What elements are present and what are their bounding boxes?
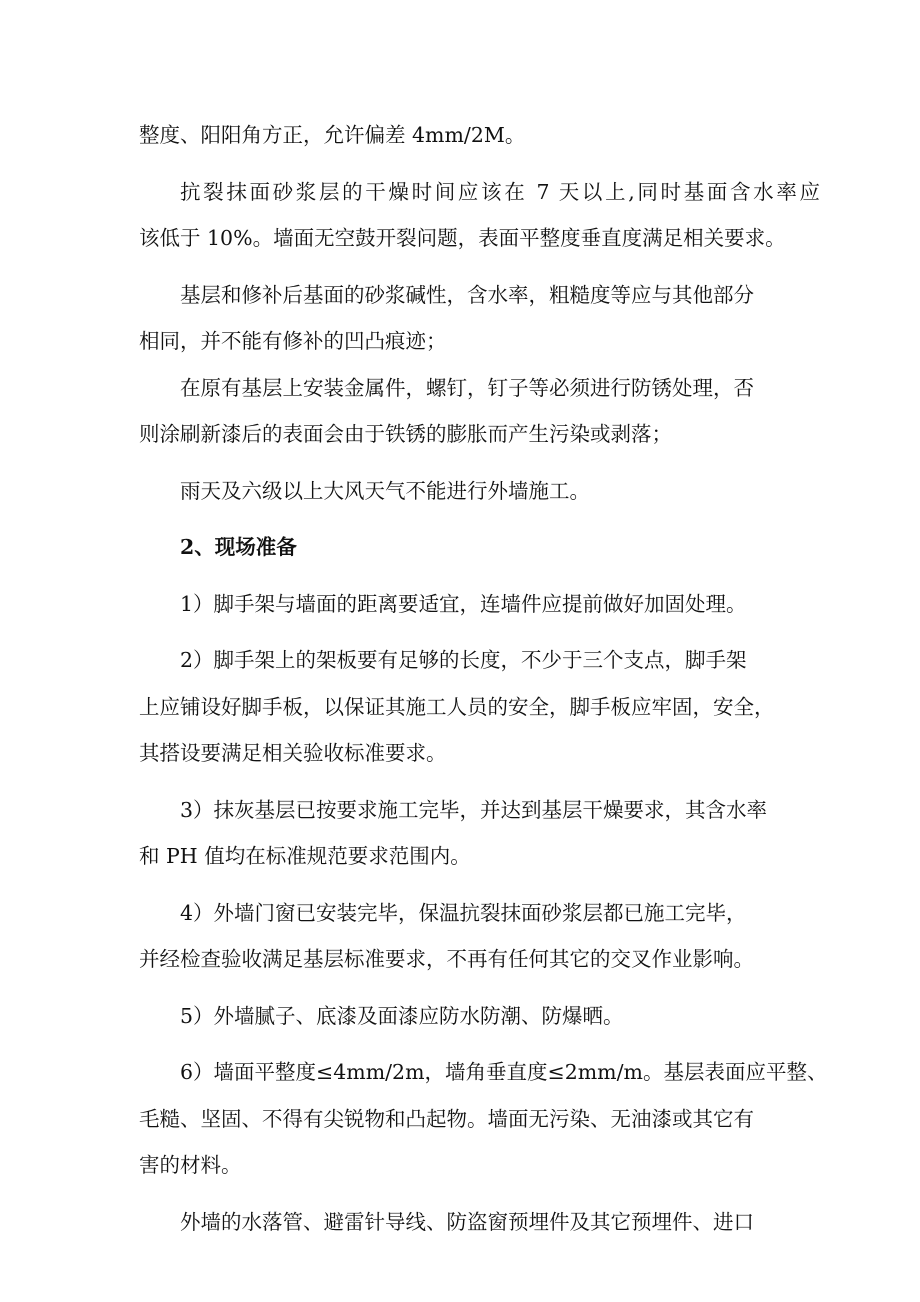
text-line: 和 PH 值均在标准规范要求范围内。 (139, 844, 471, 868)
paragraph (139, 468, 779, 515)
text-line: 上应铺设好脚手板，以保证其施工人员的安全，脚手板应牢固，安全， (139, 694, 775, 719)
paragraph (139, 272, 779, 365)
text-line: 3）抹灰基层已按要求施工完毕，并达到基层干燥要求，其含水率 (180, 797, 768, 822)
text-line: 并经检查验收满足基层标准要求，不再有任何其它的交叉作业影响。 (139, 947, 754, 971)
paragraph (139, 890, 779, 983)
paragraph (139, 637, 779, 777)
text-line: 该低于 10%。墙面无空鼓开裂问题，表面平整度垂直度满足相关要求。 (139, 226, 786, 250)
text-line: 在原有基层上安装金属件，螺钉，钉子等必须进行防锈处理，否 (180, 375, 754, 400)
paragraph (139, 787, 779, 880)
text-line: 基层和修补后基面的砂浆碱性，含水率，粗糙度等应与其他部分 (180, 282, 754, 307)
text-line: 相同，并不能有修补的凹凸痕迹； (139, 329, 447, 353)
paragraph (139, 112, 779, 159)
text-line: 外墙的水落管、避雷针导线、防盗窗预埋件及其它预埋件、进口 (180, 1209, 754, 1234)
text-line: 则涂刷新漆后的表面会由于铁锈的膨胀而产生污染或剥落； (139, 422, 672, 446)
section-heading-block (139, 524, 779, 571)
text-line: 4）外墙门窗已安装完毕，保温抗裂抹面砂浆层都已施工完毕， (180, 900, 747, 925)
text-line: 1）脚手架与墙面的距离要适宜，连墙件应提前做好加固处理。 (180, 591, 747, 616)
document-body (139, 112, 828, 1245)
paragraph (139, 1199, 779, 1246)
text-line: 雨天及六级以上大风天气不能进行外墙施工。 (180, 478, 590, 503)
section-heading: 2、现场准备 (180, 535, 297, 559)
paragraph (139, 581, 779, 628)
text-line: 其搭设要满足相关验收标准要求。 (139, 741, 447, 765)
text-line: 5）外墙腻子、底漆及面漆应防水防潮、防爆晒。 (180, 1003, 624, 1028)
text-line: 毛糙、坚固、不得有尖锐物和凸起物。墙面无污染、无油漆或其它有 (139, 1106, 754, 1131)
paragraph (139, 169, 820, 262)
paragraph (139, 365, 779, 458)
text-line: 6）墙面平整度≤4mm/2m，墙角垂直度≤2mm/m。基层表面应平整、 (180, 1060, 828, 1084)
text-line: 害的材料。 (139, 1153, 242, 1177)
text-line: 抗裂抹面砂浆层的干燥时间应该在 7 天以上,同时基面含水率应 (180, 179, 820, 204)
paragraph (139, 1049, 828, 1189)
text-line: 2）脚手架上的架板要有足够的长度，不少于三个支点，脚手架 (180, 648, 747, 672)
paragraph (139, 993, 779, 1040)
text-line: 整度、阳阳角方正，允许偏差 4mm/2M。 (139, 123, 526, 147)
